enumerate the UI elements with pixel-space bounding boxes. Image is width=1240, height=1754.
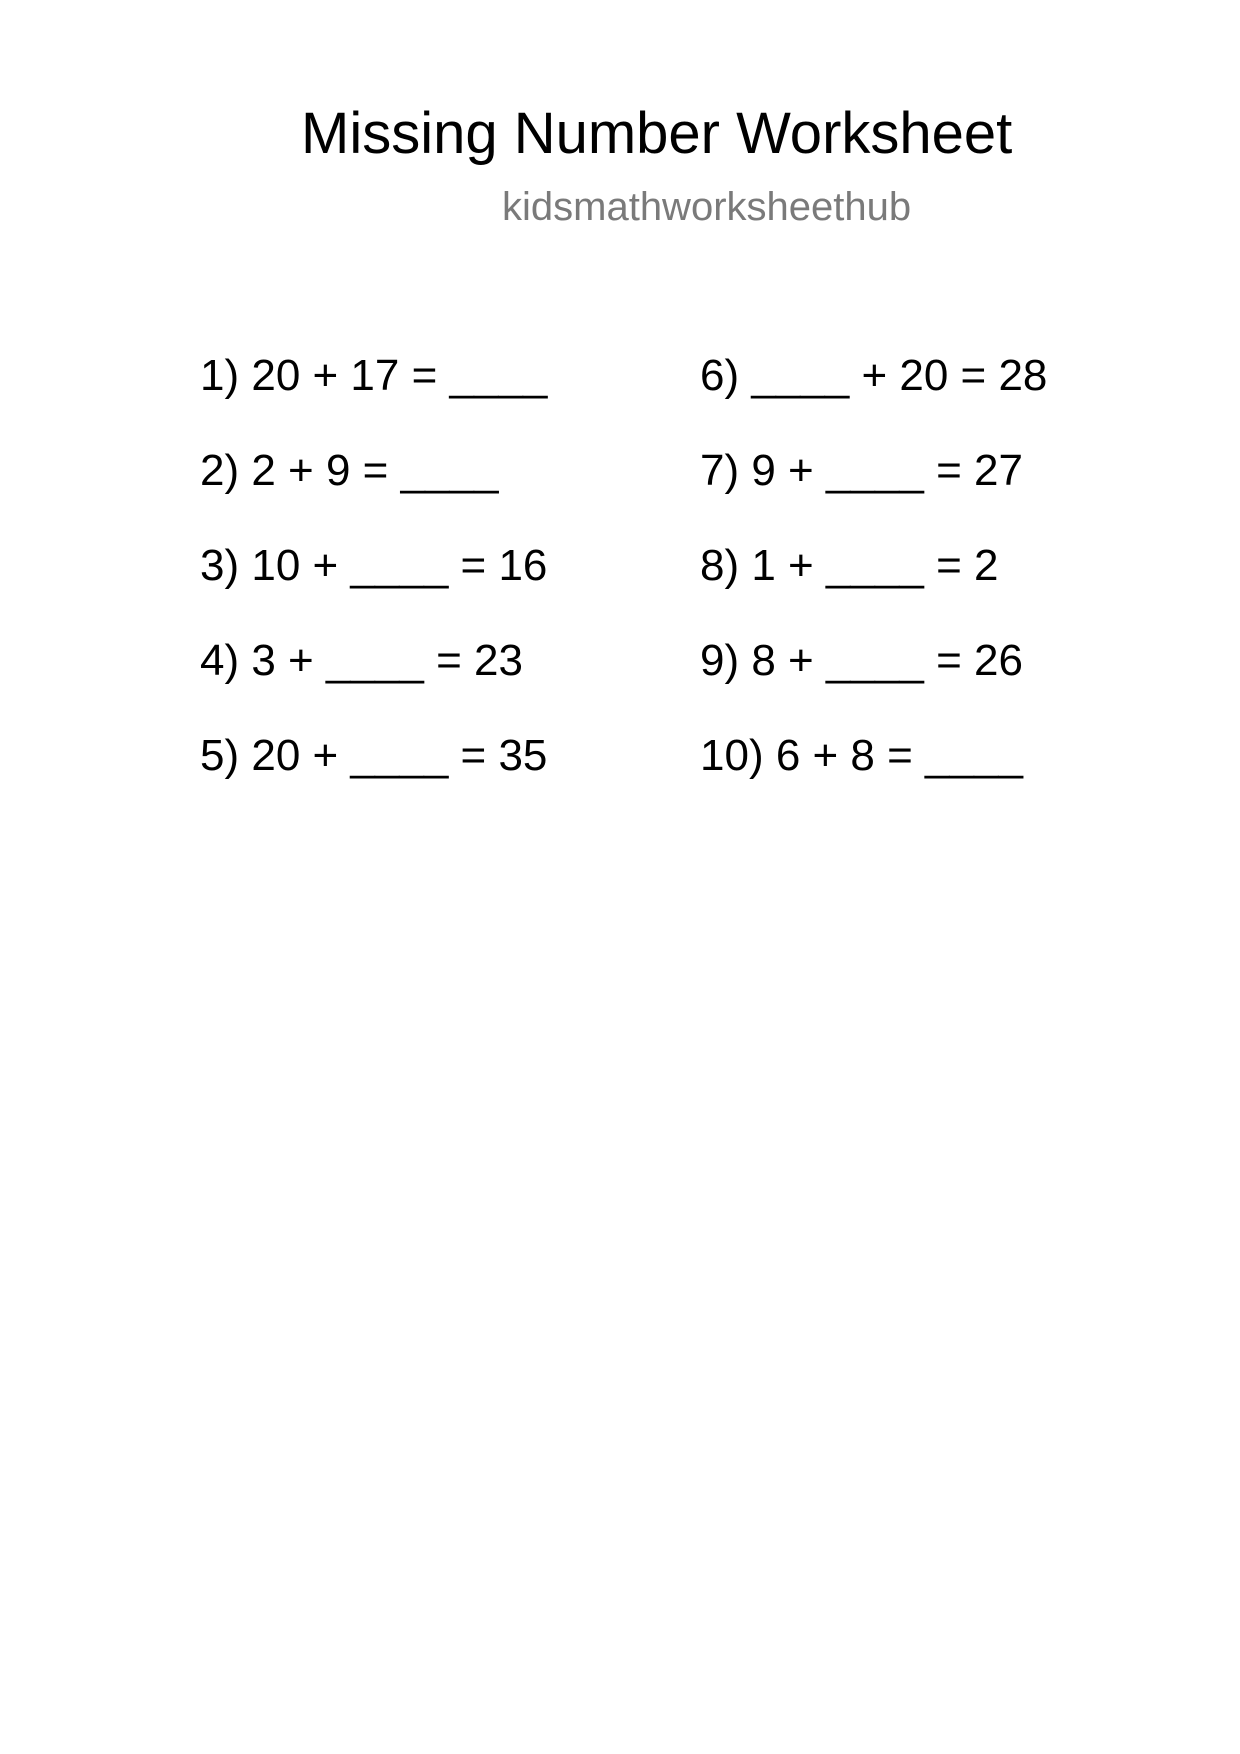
problem-10: 10) 6 + 8 = ____ [700,731,1023,780]
worksheet-source: kidsmathworksheethub [502,185,912,229]
problem-3: 3) 10 + ____ = 16 [200,541,548,590]
worksheet-title: Missing Number Worksheet [301,101,1013,166]
problem-1: 1) 20 + 17 = ____ [200,351,548,400]
problem-6: 6) ____ + 20 = 28 [700,351,1048,400]
problem-8: 8) 1 + ____ = 2 [700,541,999,590]
problem-4: 4) 3 + ____ = 23 [200,636,523,685]
problem-5: 5) 20 + ____ = 35 [200,731,548,780]
problem-9: 9) 8 + ____ = 26 [700,636,1023,685]
problems-left-column [200,350,680,825]
problems-right-column [700,350,1180,825]
problem-2: 2) 2 + 9 = ____ [200,446,499,495]
problem-7: 7) 9 + ____ = 27 [700,446,1023,495]
